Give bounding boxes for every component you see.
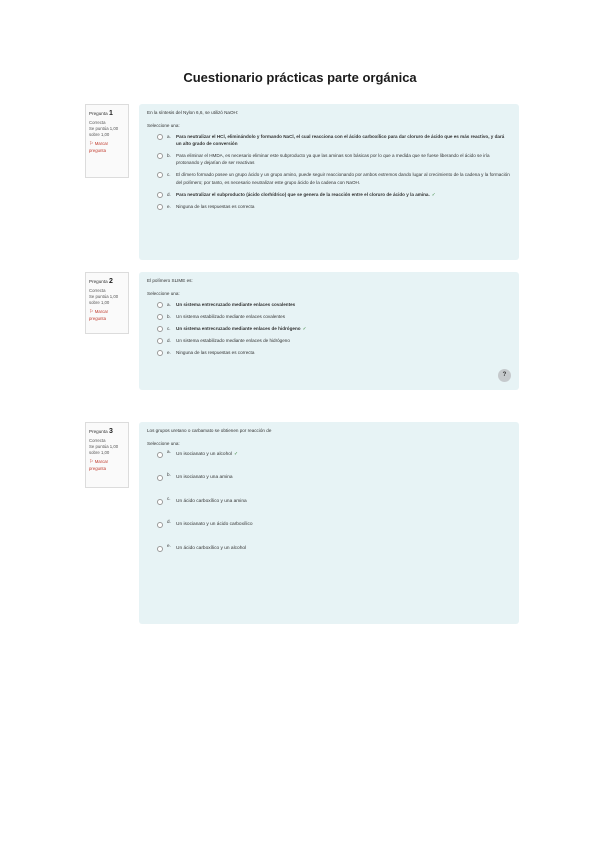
- radio-button[interactable]: [157, 522, 163, 528]
- question-score: Se puntúa 1,00 sobre 1,00: [89, 293, 119, 306]
- answer-option-a[interactable]: a. Un isocianato y un alcohol ✓: [157, 451, 511, 458]
- answer-option-e[interactable]: e. Ninguna de las respuestas es correcta: [157, 349, 511, 356]
- question-status: Correcta: [89, 119, 106, 125]
- question-card-1: [139, 104, 519, 260]
- radio-button[interactable]: [157, 192, 163, 198]
- question-card-2: [139, 272, 519, 390]
- answer-option-e[interactable]: e. Un ácido carboxílico y un alcohol: [157, 545, 511, 552]
- radio-button[interactable]: [157, 153, 163, 159]
- question-number: Pregunta 2: [89, 278, 113, 285]
- flag-icon: ⚐: [89, 458, 94, 465]
- answer-options: [157, 133, 511, 210]
- check-icon: ✓: [431, 191, 436, 197]
- help-button[interactable]: ?: [498, 369, 511, 382]
- flag-question-link[interactable]: ⚐ Marcar pregunta: [89, 140, 109, 154]
- answer-option-e[interactable]: e. Ninguna de las respuestas es correcta: [157, 203, 511, 210]
- radio-button[interactable]: [157, 475, 163, 481]
- radio-button[interactable]: [157, 204, 163, 210]
- radio-button[interactable]: [157, 499, 163, 505]
- radio-button[interactable]: [157, 172, 163, 178]
- question-number: Pregunta 3: [89, 428, 113, 435]
- answer-option-c[interactable]: c. Un ácido carboxílico y una amina: [157, 498, 511, 505]
- answer-option-c[interactable]: c. El dímero formado posee un grupo ácido y un grupo amino, puede seguir reaccionando por ambos extremos dando lugar al crecimiento de la cadena y la formación del polímero; por tanto, es necesario neutralizar este grupo ácido de la cadena con NaOH.: [157, 171, 511, 185]
- answer-option-a[interactable]: a. Un sistema entrecruzado mediante enlaces covalentes: [157, 301, 511, 308]
- question-info-3: [85, 422, 129, 488]
- answer-option-d[interactable]: d. Para neutralizar el subproducto (ácido clorhídrico) que se genera de la reacción entre el cloruro de ácido y la amina. ✓: [157, 191, 511, 198]
- answer-option-d[interactable]: d. Un sistema estabilizado mediante enlaces de hidrógeno: [157, 337, 511, 344]
- question-number: Pregunta 1: [89, 110, 113, 117]
- question-text: En la síntesis del Nylon 6,6, se utilizó NaOH:: [147, 110, 239, 115]
- answer-option-d[interactable]: d. Un isocianato y un ácido carboxílico: [157, 521, 511, 528]
- page-title: Cuestionario prácticas parte orgánica: [183, 70, 417, 85]
- radio-button[interactable]: [157, 326, 163, 332]
- question-score: Se puntúa 1,00 sobre 1,00: [89, 125, 119, 138]
- question-status: Correcta: [89, 437, 106, 443]
- answer-prompt: Seleccione una:: [147, 441, 180, 446]
- answer-option-b[interactable]: b. Para eliminar el HMDA, es necesario eliminar este subproducto ya que las aminas son básicas por lo que a medida que se fuese liberando el ácido se iría protonando y dejarían de ser reactivas: [157, 152, 511, 166]
- check-icon: ✓: [234, 452, 239, 457]
- radio-button[interactable]: [157, 546, 163, 552]
- radio-button[interactable]: [157, 302, 163, 308]
- flag-question-link[interactable]: ⚐ Marcar pregunta: [89, 458, 109, 472]
- radio-button[interactable]: [157, 134, 163, 140]
- question-info-2: [85, 272, 129, 334]
- flag-question-link[interactable]: ⚐ Marcar pregunta: [89, 308, 109, 322]
- answer-prompt: Seleccione una:: [147, 123, 180, 128]
- flag-icon: ⚐: [89, 308, 94, 315]
- question-score: Se puntúa 1,00 sobre 1,00: [89, 443, 119, 456]
- question-text: Los grupos uretano o carbamato se obtienen por reacción de: [147, 428, 272, 433]
- answer-options: [157, 451, 511, 552]
- answer-prompt: Seleccione una:: [147, 291, 180, 296]
- radio-button[interactable]: [157, 350, 163, 356]
- answer-option-a[interactable]: a. Para neutralizar el HCl, eliminándolo y formando NaCl, el cual reacciona con el ácido carboxílico para dar cloruro de ácido que es más reactivo, y dará un alto grado de conversión: [157, 133, 511, 147]
- answer-option-b[interactable]: b. Un isocianato y una amina: [157, 474, 511, 481]
- radio-button[interactable]: [157, 314, 163, 320]
- answer-option-c[interactable]: c. Un sistema entrecruzado mediante enlaces de hidrógeno ✓: [157, 325, 511, 332]
- radio-button[interactable]: [157, 452, 163, 458]
- question-text: El polímero SLIME es:: [147, 278, 193, 283]
- answer-option-b[interactable]: b. Un sistema estabilizado mediante enlaces covalentes: [157, 313, 511, 320]
- check-icon: ✓: [302, 326, 307, 332]
- question-card-3: [139, 422, 519, 624]
- answer-options: [157, 301, 511, 357]
- question-info-1: [85, 104, 129, 178]
- question-status: Correcta: [89, 287, 106, 293]
- flag-icon: ⚐: [89, 140, 94, 147]
- radio-button[interactable]: [157, 338, 163, 344]
